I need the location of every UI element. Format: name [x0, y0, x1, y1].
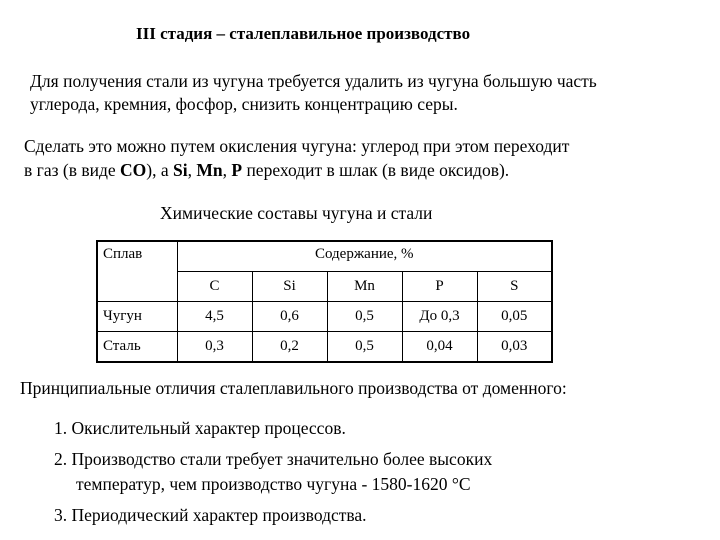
column-header-mn: Mn [327, 272, 402, 302]
oxidation-text-e: переходит в шлак (в виде оксидов). [242, 160, 510, 180]
list-item-2-line-1: 2. Производство стали требует значительно более высоких [54, 449, 493, 469]
value-cell: 0,3 [177, 332, 252, 363]
list-item-3: 3. Периодический характер производства. [54, 505, 367, 525]
column-header-s: S [477, 272, 552, 302]
column-header-c: C [177, 272, 252, 302]
oxidation-text-a: в газ (в виде [24, 160, 121, 180]
composition-table [96, 240, 553, 363]
temperature-unit: °С [451, 474, 471, 494]
value-cell: 0,04 [402, 332, 477, 363]
p-symbol: P [231, 160, 243, 180]
alloy-cell: Чугун [97, 302, 177, 332]
value-cell: 0,05 [477, 302, 552, 332]
value-cell: 0,03 [477, 332, 552, 363]
oxidation-text-b: ), а [146, 160, 173, 180]
oxidation-line-1: Сделать это можно путем окисления чугуна: углерод при этом переходит [24, 136, 570, 156]
oxidation-paragraph [24, 134, 569, 182]
alloy-cell: Сталь [97, 332, 177, 363]
value-cell: 4,5 [177, 302, 252, 332]
column-header-si: Si [252, 272, 327, 302]
oxidation-text-c: , [187, 160, 197, 180]
value-cell: 0,2 [252, 332, 327, 363]
oxidation-line-2 [24, 158, 569, 182]
si-symbol: Si [173, 160, 188, 180]
value-cell: 0,5 [327, 332, 402, 363]
list-item-2 [54, 447, 492, 497]
table-header-row [97, 241, 552, 272]
intro-paragraph [30, 70, 597, 116]
principles-heading: Принципиальные отличия сталеплавильного производства от доменного: [20, 378, 567, 398]
table-row [97, 332, 552, 363]
value-cell: 0,6 [252, 302, 327, 332]
mn-symbol: Mn [196, 160, 223, 180]
list-item-2-line-2 [54, 472, 492, 497]
oxidation-text-d: , [222, 160, 232, 180]
temperature-text: температур, чем производство чугуна - 1580-1620 [76, 474, 452, 494]
value-cell: До 0,3 [402, 302, 477, 332]
intro-line-1: Для получения стали из чугуна требуется удалить из чугуна большую часть [30, 71, 597, 91]
list-item-1: 1. Окислительный характер процессов. [54, 418, 346, 438]
slide-title: III стадия – сталеплавильное производство [136, 24, 471, 43]
co-formula: CO [120, 160, 147, 180]
alloy-header: Сплав [97, 241, 177, 302]
value-cell: 0,5 [327, 302, 402, 332]
intro-line-2: углерода, кремния, фосфор, снизить концентрацию серы. [30, 94, 458, 114]
table-caption: Химические составы чугуна и стали [160, 203, 433, 223]
content-header: Содержание, % [177, 241, 552, 272]
column-header-p: P [402, 272, 477, 302]
table-row [97, 302, 552, 332]
principles-list [54, 416, 492, 534]
